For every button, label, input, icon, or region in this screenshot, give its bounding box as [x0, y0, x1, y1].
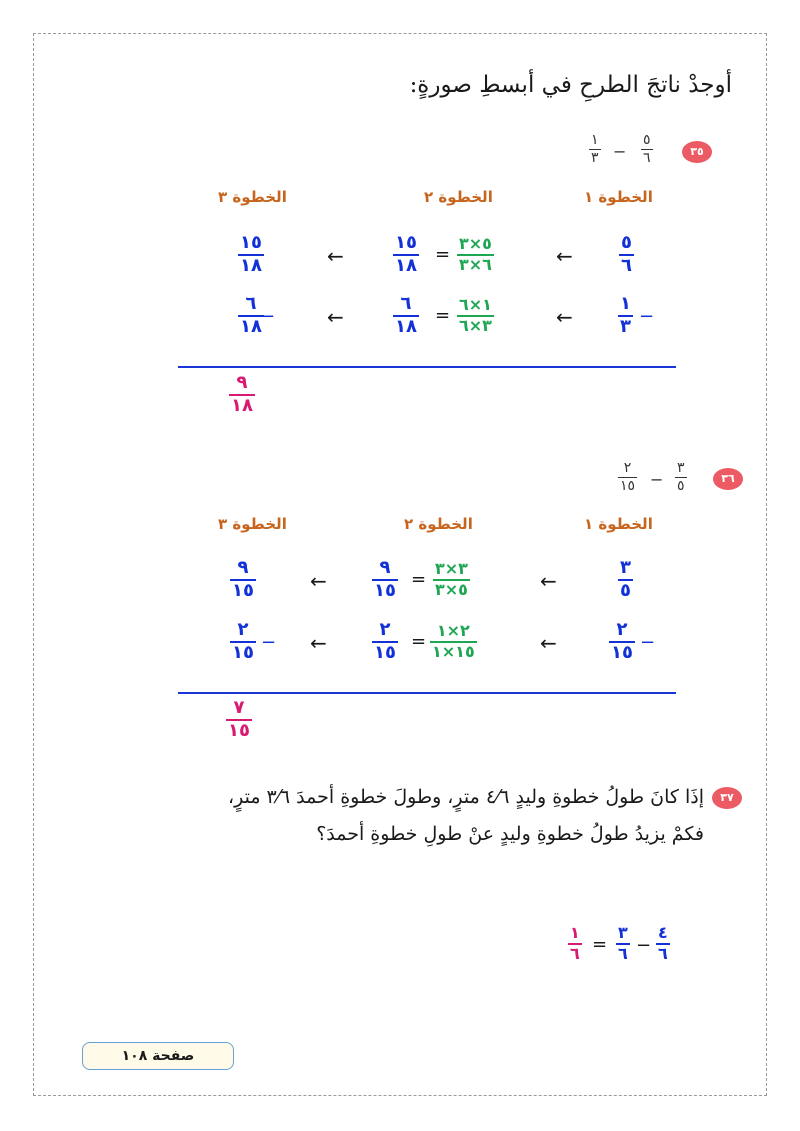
minus-sign: − — [640, 632, 656, 653]
numerator: ٥ — [621, 232, 632, 253]
denominator: ١٥ — [232, 579, 254, 601]
equivalent-fraction — [372, 621, 398, 663]
equals-sign: = — [435, 244, 451, 265]
denominator: ٦ — [658, 943, 668, 963]
equation-fraction — [616, 925, 630, 963]
denominator: ١٨ — [231, 394, 253, 416]
expression-fraction — [618, 461, 637, 493]
denominator: ٥ — [677, 477, 685, 494]
numerator: ٧ — [233, 697, 245, 718]
numerator: ٣ — [620, 557, 631, 578]
equals-sign: = — [411, 569, 427, 590]
denominator: ١٥ — [374, 641, 396, 663]
denominator: ١٥ — [228, 719, 250, 741]
denominator: ٦ — [618, 943, 628, 963]
numerator: ١٥ — [240, 232, 262, 253]
arrow-icon: ← — [310, 569, 327, 593]
minus-sign: − — [260, 306, 276, 327]
numerator: ٥ — [643, 132, 651, 148]
minus-sign: − — [639, 306, 655, 327]
equivalent-fraction — [393, 234, 419, 276]
numerator: ١ — [570, 923, 580, 942]
denominator: ١٥×١ — [432, 641, 475, 661]
equals-sign: = — [435, 305, 451, 326]
step-2-label: الخطوة ٢ — [404, 515, 473, 533]
expression-fraction — [675, 461, 687, 493]
step-1-fraction — [618, 559, 633, 601]
word-problem-line-2: فكمْ يزيدُ طولُ خطوةِ وليدٍ عنْ طولِ خطوةِ أحمدَ؟ — [316, 823, 704, 845]
numerator: ١٥ — [395, 232, 417, 253]
step-3-label: الخطوة ٣ — [218, 188, 287, 206]
numerator: ٢×١ — [436, 621, 470, 640]
expression-fraction — [589, 133, 601, 165]
page-number-label: صفحة ١٠٨ — [82, 1042, 234, 1070]
answer-fraction — [226, 699, 252, 741]
minus-sign: − — [261, 632, 277, 653]
arrow-icon: ← — [327, 244, 344, 268]
denominator: ٥ — [620, 579, 631, 601]
answer-fraction — [229, 374, 255, 416]
numerator: ٩ — [236, 372, 248, 393]
numerator: ٦ — [400, 293, 412, 314]
numerator: ١ — [591, 132, 599, 148]
step-3-fraction — [230, 559, 256, 601]
step-1-fraction — [618, 295, 633, 337]
word-problem-line-1: إذَا كانَ طولُ خطوةِ وليدٍ ٤⁄٦ مترٍ، وطولَ خطوةِ أحمدَ ٣⁄٦ مترٍ، — [227, 786, 704, 808]
numerator: ١ — [620, 293, 631, 314]
multiplier-fraction — [430, 623, 477, 661]
multiplier-fraction — [433, 561, 470, 599]
denominator: ١٥ — [611, 641, 633, 663]
denominator: ٥×٣ — [435, 579, 468, 599]
denominator: ١٥ — [620, 477, 636, 494]
step-3-fraction — [238, 234, 264, 276]
numerator: ٣×٣ — [435, 559, 468, 578]
numerator: ٣ — [618, 923, 628, 942]
step-3-label: الخطوة ٣ — [218, 515, 287, 533]
equivalent-fraction — [393, 295, 419, 337]
answer-fraction — [568, 925, 582, 963]
numerator: ٩ — [379, 557, 391, 578]
step-1-label: الخطوة ١ — [584, 188, 653, 206]
step-1-fraction — [609, 621, 635, 663]
sum-line — [178, 366, 676, 368]
sum-line — [178, 692, 676, 694]
multiplier-fraction — [457, 236, 494, 274]
denominator: ١٨ — [395, 254, 417, 276]
equivalent-fraction — [372, 559, 398, 601]
minus-sign: − — [636, 935, 652, 956]
step-3-fraction — [238, 295, 264, 337]
minus-sign: − — [650, 470, 664, 489]
expression-fraction — [641, 133, 653, 165]
arrow-icon: ← — [540, 631, 557, 655]
arrow-icon: ← — [327, 305, 344, 329]
problem-number-badge: ٣٦ — [713, 468, 743, 490]
denominator: ٦ — [621, 254, 632, 276]
numerator: ٢ — [623, 460, 632, 476]
problem-number-badge: ٣٧ — [712, 787, 742, 809]
minus-sign: − — [613, 142, 627, 161]
numerator: ٢ — [616, 619, 628, 640]
denominator: ١٥ — [232, 641, 254, 663]
denominator: ٦×٣ — [459, 254, 492, 274]
step-1-label: الخطوة ١ — [584, 515, 653, 533]
numerator: ٢ — [379, 619, 391, 640]
numerator: ٦ — [245, 293, 257, 314]
equals-sign: = — [592, 934, 608, 955]
numerator: ٢ — [237, 619, 249, 640]
numerator: ١×٦ — [459, 295, 492, 314]
numerator: ٥×٣ — [459, 234, 492, 253]
problem-number-badge: ٣٥ — [682, 141, 712, 163]
denominator: ١٨ — [240, 315, 262, 337]
arrow-icon: ← — [556, 305, 573, 329]
numerator: ٣ — [677, 460, 685, 476]
denominator: ٣×٦ — [459, 315, 492, 335]
step-1-fraction — [619, 234, 634, 276]
numerator: ٤ — [658, 923, 668, 942]
step-3-fraction — [230, 621, 256, 663]
denominator: ٦ — [643, 149, 651, 166]
exercise-title: أوجدْ ناتجَ الطرحِ في أبسطِ صورةٍ: — [409, 72, 732, 98]
denominator: ١٨ — [240, 254, 262, 276]
equals-sign: = — [411, 631, 427, 652]
arrow-icon: ← — [310, 631, 327, 655]
denominator: ٦ — [570, 943, 580, 963]
equation-fraction — [656, 925, 670, 963]
numerator: ٩ — [237, 557, 249, 578]
step-2-label: الخطوة ٢ — [424, 188, 493, 206]
arrow-icon: ← — [556, 244, 573, 268]
denominator: ٣ — [620, 315, 631, 337]
denominator: ١٨ — [395, 315, 417, 337]
denominator: ١٥ — [374, 579, 396, 601]
arrow-icon: ← — [540, 569, 557, 593]
multiplier-fraction — [457, 297, 494, 335]
denominator: ٣ — [591, 149, 599, 166]
